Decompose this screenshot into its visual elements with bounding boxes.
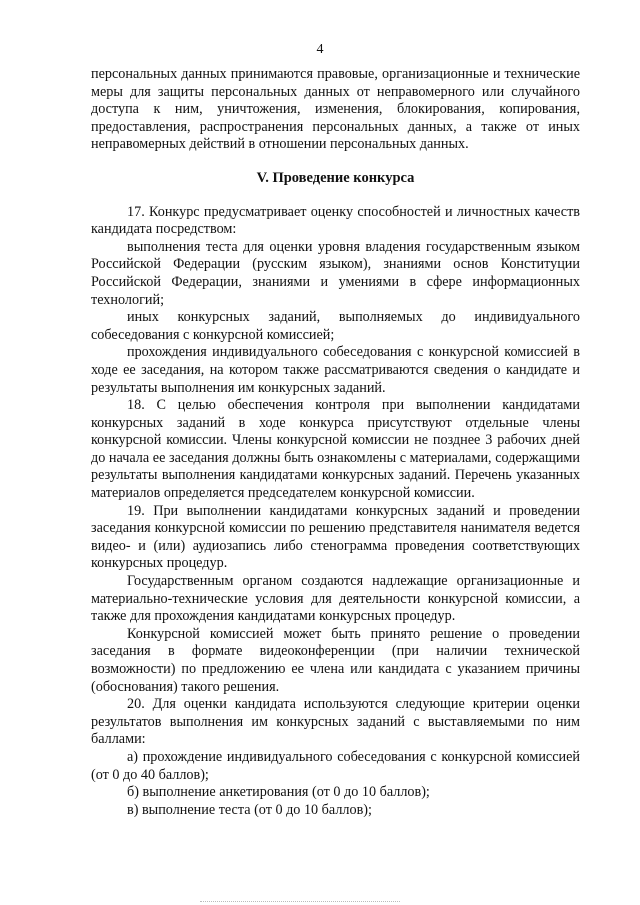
intro-paragraph: персональных данных принимаются правовые, организационные и технические меры для защиты персональных данных от неправомерного или случайного доступа к ним, уничтожения, изменения, блокирования, копирования, предоставления, распространения персональных данных, а также от иных неправомерных действий в отношении персональных данных. <box>91 66 580 153</box>
criterion-c: в) выполнение теста (от 0 до 10 баллов); <box>127 801 372 818</box>
paragraph-19-conditions: Государственным органом создаются надлежащие организационные и материально-технические условия для деятельности конкурсной комиссии, а также для прохождения кандидатами конкурсных процедур. <box>91 573 580 625</box>
scan-edge-line <box>200 901 400 903</box>
criterion-a: а) прохождение индивидуального собеседования с конкурсной комиссией (от 0 до 40 баллов); <box>91 748 580 783</box>
criterion-b: б) выполнение анкетирования (от 0 до 10 баллов); <box>127 784 430 801</box>
paragraph-17-item-interview: прохождения индивидуального собеседования с конкурсной комиссией в ходе ее заседания, на котором также рассматриваются сведения о кандидате и результаты выполнения им конкурсных заданий. <box>91 344 580 396</box>
paragraph-19: 19. При выполнении кандидатами конкурсных заданий и проведении заседания конкурсной комиссии по решению представителя нанимателя ведется видео- и (или) аудиозапись либо стенограмма проведения соответствующих конкурсных процедур. <box>91 502 580 572</box>
section-heading: V. Проведение конкурса <box>256 169 415 186</box>
paragraph-17: 17. Конкурс предусматривает оценку способностей и личностных качеств кандидата посредством: <box>91 203 580 238</box>
paragraph-20: 20. Для оценки кандидата используются следующие критерии оценки результатов выполнения им конкурсных заданий с выставляемыми по ним баллами: <box>91 696 580 748</box>
paragraph-17-item-test: выполнения теста для оценки уровня владения государственным языком Российской Федерации (русским языком), знаниями основ Конституции Российской Федерации, знаниями и умениями в сфере информационных технологий; <box>91 238 580 308</box>
paragraph-17-item-tasks: иных конкурсных заданий, выполняемых до индивидуального собеседования с конкурсной комиссией; <box>91 309 580 343</box>
paragraph-19-videoconference: Конкурсной комиссией может быть принято решение о проведении заседания в формате видеоконференции (при наличии технической возможности) по предложению ее члена или кандидата с указанием причины (обоснования) такого решения. <box>91 625 580 695</box>
page-number: 4 <box>316 42 324 57</box>
paragraph-18: 18. С целью обеспечения контроля при выполнении кандидатами конкурсных заданий в ходе конкурса присутствуют отдельные члены конкурсной комиссии. Члены конкурсной комиссии не позднее 3 рабочих дней до начала ее заседания должны быть ознакомлены с материалами, содержащими результаты выполнения кандидатами конкурсных заданий. Перечень указанных материалов определяется председателем конкурсной комиссии. <box>91 397 580 502</box>
document-body <box>91 66 580 819</box>
